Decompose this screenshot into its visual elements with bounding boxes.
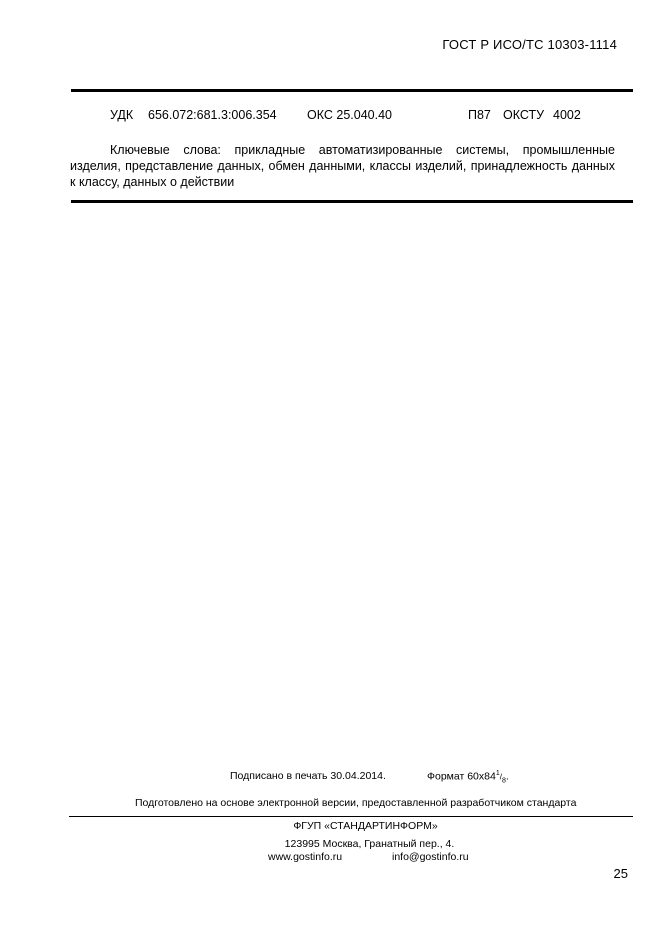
- oks-code: ОКС 25.040.40: [307, 108, 392, 122]
- keywords-paragraph: Ключевые слова: прикладные автоматизированные системы, промышленные изделия, представление данных, обмен данными, классы изделий, принадлежность данных к классу, данных о действии: [70, 143, 615, 189]
- email-link[interactable]: info@gostinfo.ru: [392, 851, 469, 863]
- okstu-label: ОКСТУ: [503, 108, 545, 122]
- signed-to-print: [230, 770, 386, 782]
- publisher-name: ФГУП «СТАНДАРТИНФОРМ»: [293, 820, 438, 832]
- keywords-bottom-rule: [71, 200, 633, 203]
- format-denominator: 8: [501, 777, 506, 785]
- signed-label: Подписано в печать 30.04.2014.: [230, 770, 386, 782]
- okstu-value: 4002: [553, 108, 581, 122]
- top-rule: [71, 89, 633, 92]
- udk-value: 656.072:681.3:006.354: [148, 108, 277, 122]
- format-numerator: 1: [495, 770, 500, 777]
- website-link[interactable]: www.gostinfo.ru: [268, 851, 343, 863]
- imprint-rule: [69, 816, 633, 817]
- group-code: П87: [468, 108, 491, 122]
- page-number: 25: [613, 866, 628, 881]
- paper-format: Формат $60х84^1/_8$.: [427, 770, 509, 785]
- prepared-note: Подготовлено на основе электронной версии, предоставленной разработчиком стандарта: [135, 797, 577, 809]
- document-code: ГОСТ Р ИСО/ТС 10303-1114: [442, 37, 617, 52]
- format-label: Формат 60х84: [427, 770, 496, 783]
- udk-label: УДК: [110, 108, 134, 122]
- publisher-address: 123995 Москва, Гранатный пер., 4.: [284, 838, 455, 850]
- format-end: .: [505, 770, 509, 783]
